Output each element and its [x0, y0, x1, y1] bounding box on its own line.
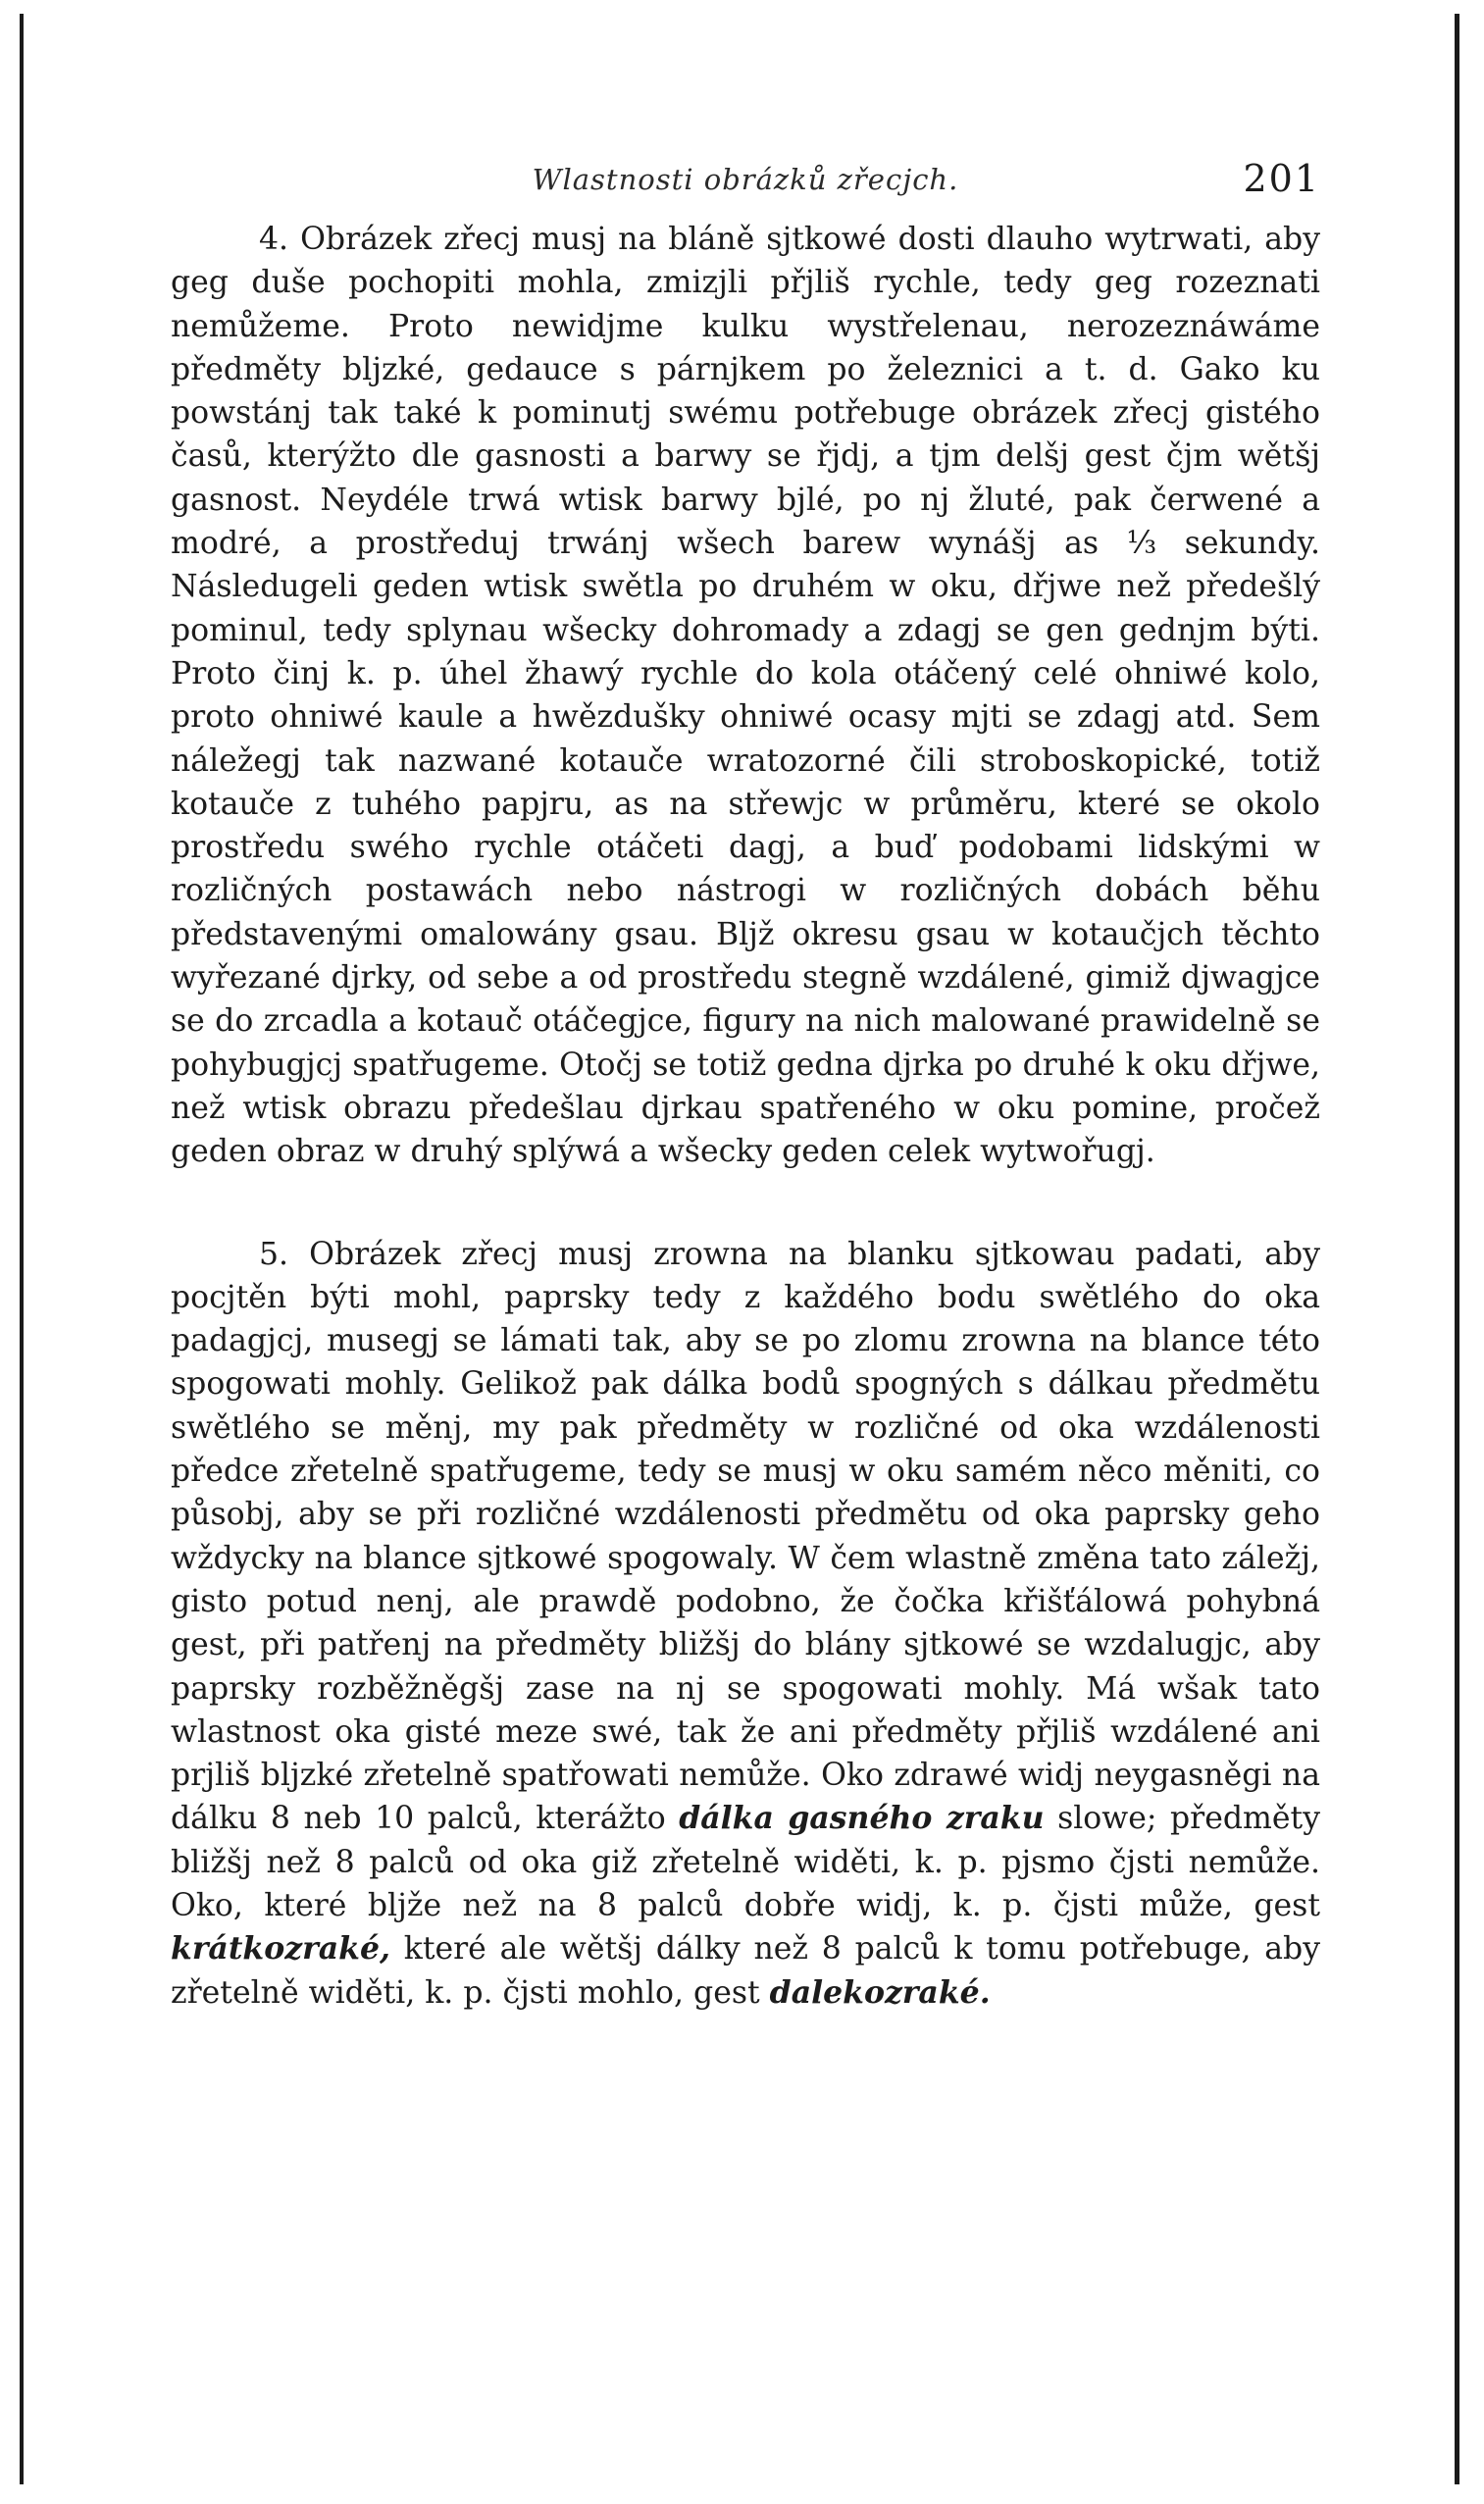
paragraph-5: [171, 1233, 1320, 2015]
emphasized-term: dálka gasného zraku: [679, 1800, 1045, 1837]
paragraph-text: Obrázek zřecj musj na bláně sjtkowé dosti dlauho wytrwati, aby geg duše pochopiti mohla, zmizjli přjliš rychle, tedy geg rozeznati nemůžeme. Proto newidjme kulku wystřelenau, nerozeznáwáme předměty bljzké, gedauce s párnjkem po železnici a t. d. Gako ku powstánj tak také k pominutj swému potřebuge obrázek zřecj gistého časů, kterýžto dle gasnosti a barwy se řjdj, a tjm delšj gest čjm wětšj gasnost. Neydéle trwá wtisk barwy bjlé, po nj žluté, pak čerwené a modré, a prostředuj trwánj wšech barew wynášj as ⅓ sekundy. Následugeli geden wtisk swětla po druhém w oku, dřjwe než předešlý pominul, tedy splynau wšecky dohromady a zdagj se gen gednjm býti. Proto činj k. p. úhel žhawý rychle do kola otáčený celé ohniwé kolo, proto ohniwé kaule a hwězdušky ohniwé ocasy mjti se zdagj atd. Sem náležegj tak nazwané kotauče wratozorné čili stroboskopické, totiž kotauče z tuhého papjru, as na střewjc w průměru, které se okolo prostředu swého rychle otáčeti dagj, a buď podobami lidskými w rozličných postawách nebo nástrogi w rozličných dobách běhu představenými omalowány gsau. Bljž okresu gsau w kotaučjch těchto wyřezané djrky, od sebe a od prostředu stegně wzdálené, gimiž djwagjce se do zrcadla a kotauč otáčegjce, figury na nich malowané prawidelně se pohybugjcj spatřugeme. Otočj se totiž gedna djrka po druhé k oku dřjwe, než wtisk obrazu předešlau djrkau spatřeného w oku pomine, pročež geden obraz w druhý splýwá a wšecky geden celek wytwořugj.: [171, 222, 1320, 1170]
emphasized-term: dalekozraké.: [769, 1973, 991, 2011]
emphasized-term: krátkozraké,: [171, 1930, 390, 1967]
paragraph-text: slowe; předměty bližšj než 8 palců od oka giž zřetelně widěti, k. p. pjsmo čjsti nemůže. Oko, které bljže než na 8 palců dobře widj, k. p. čjsti může, gest: [171, 1801, 1321, 1923]
paragraph-text: Obrázek zřecj musj zrowna na blanku sjtkowau padati, aby pocjtěn býti mohl, paprsky tedy z každého bodu swětlého do oka padagjcj, musegj se lámati tak, aby se po zlomu zrowna na blance této spogowati mohly. Gelikož pak dálka bodů spogných s dálkau předmětu swětlého se měnj, my pak předměty w rozličné od oka wzdálenosti předce zřetelně spatřugeme, tedy se musj w oku samém něco měniti, co působj, aby se při rozličné wzdálenosti předmětu od oka paprsky geho wždycky na blance sjtkowé spogowaly. W čem wlastně změna tato záležj, gisto potud nenj, ale prawdě podobno, že čočka křišťálowá pohybná gest, při patřenj na předměty bližšj do blány sjtkowé se wzdalugjc, aby paprsky rozběžněgšj zase na nj se spogowati mohly. Má wšak tato wlastnost oka gisté meze swé, tak že ani předměty přjliš wzdálené ani prjliš bljzké zřetelně spatřowati nemůže. Oko zdrawé widj neygasněgi na dálku 8 neb 10 palců, kterážto: [171, 1236, 1320, 1837]
scan-frame: [20, 14, 1459, 2484]
running-head: [171, 141, 1320, 218]
paragraph-4: [171, 218, 1320, 1174]
paragraph-text: které ale wětšj dálky než 8 palců k tomu potřebuge, aby zřetelně widěti, k. p. čjsti mohlo, gest: [171, 1931, 1320, 2011]
paragraph-number: 4.: [259, 222, 289, 257]
paragraph-number: 5.: [259, 1236, 289, 1272]
book-page: [171, 141, 1320, 2397]
page-number: 201: [1243, 157, 1320, 200]
running-title: Wlastnosti obrázků zřecjch.: [532, 163, 959, 196]
